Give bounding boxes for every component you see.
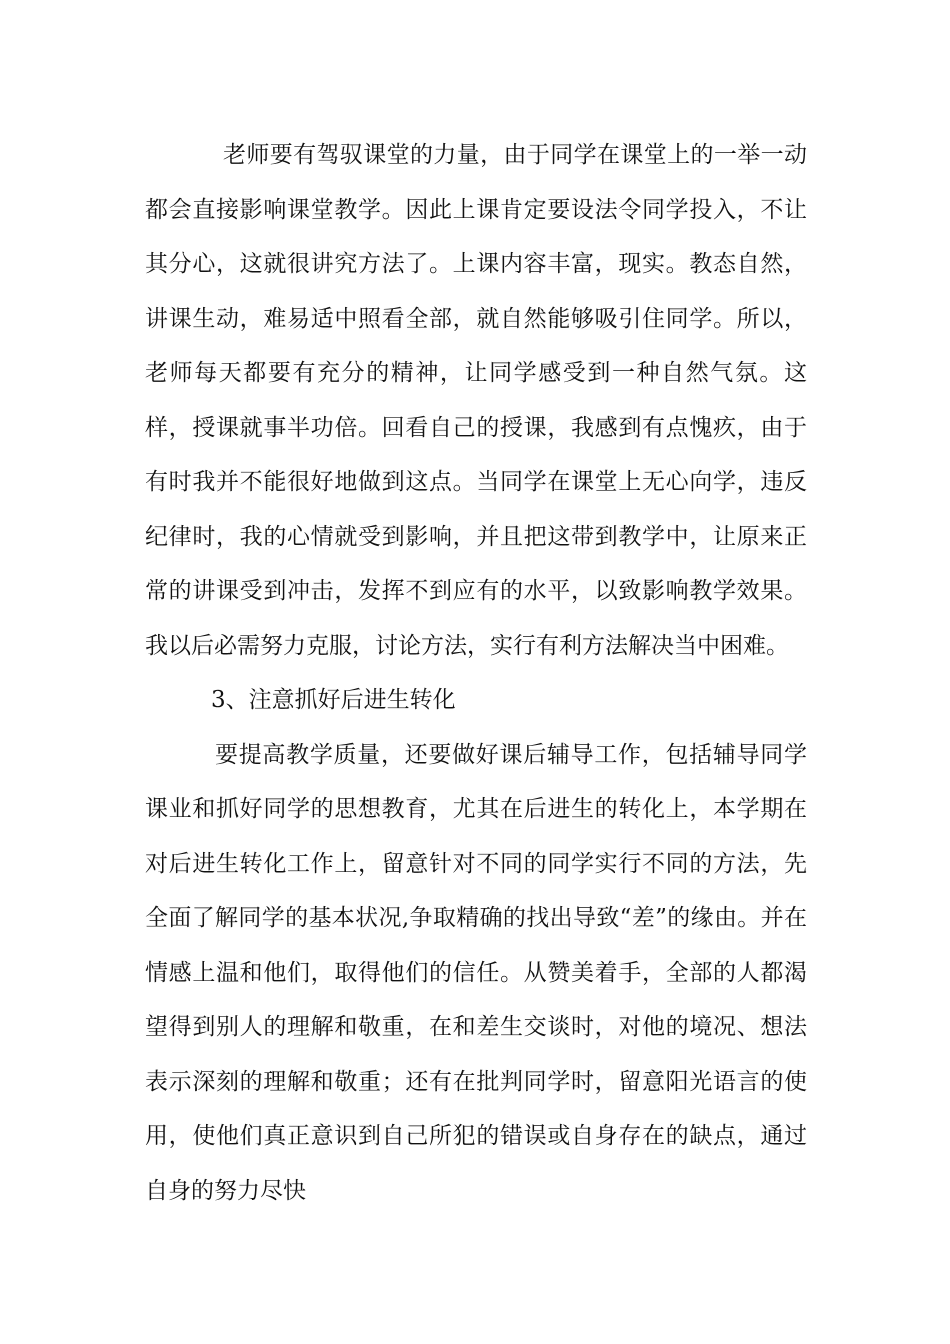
section-heading: 3、注意抓好后进生转化 (211, 687, 456, 713)
document-body (145, 128, 807, 1218)
paragraph-classroom-control: 老师要有驾驭课堂的力量，由于同学在课堂上的一举一动都会直接影响课堂教学。因此上课肯定要设法令同学投入，不让其分心，这就很讲究方法了。上课内容丰富，现实。教态自然，讲课生动，难易适中照看全部，就自然能够吸引住同学。所以，老师每天都要有充分的精神，让同学感受到一种自然气氛。这样，授课就事半功倍。回看自己的授课，我感到有点愧疚，由于有时我并不能很好地做到这点。当同学在课堂上无心向学，违反纪律时，我的心情就受到影响，并且把这带到教学中，让原来正常的讲课受到冲击，发挥不到应有的水平，以致影响教学效果。我以后必需努力克服，讨论方法，实行有利方法解决当中困难。 (145, 142, 807, 659)
paragraph-underachiever-transformation: 要提高教学质量，还要做好课后辅导工作，包括辅导同学课业和抓好同学的思想教育，尤其在后进生的转化上，本学期在对后进生转化工作上，留意针对不同的同学实行不同的方法，先全面了解同学的基本状况,争取精确的找出导致“差”的缘由。并在情感上温和他们，取得他们的信任。从赞美着手，全部的人都渴望得到别人的理解和敬重，在和差生交谈时，对他的境况、想法表示深刻的理解和敬重；还有在批判同学时，留意阳光语言的使用，使他们真正意识到自己所犯的错误或自身存在的缺点，通过自身的努力尽快 (145, 741, 807, 1204)
